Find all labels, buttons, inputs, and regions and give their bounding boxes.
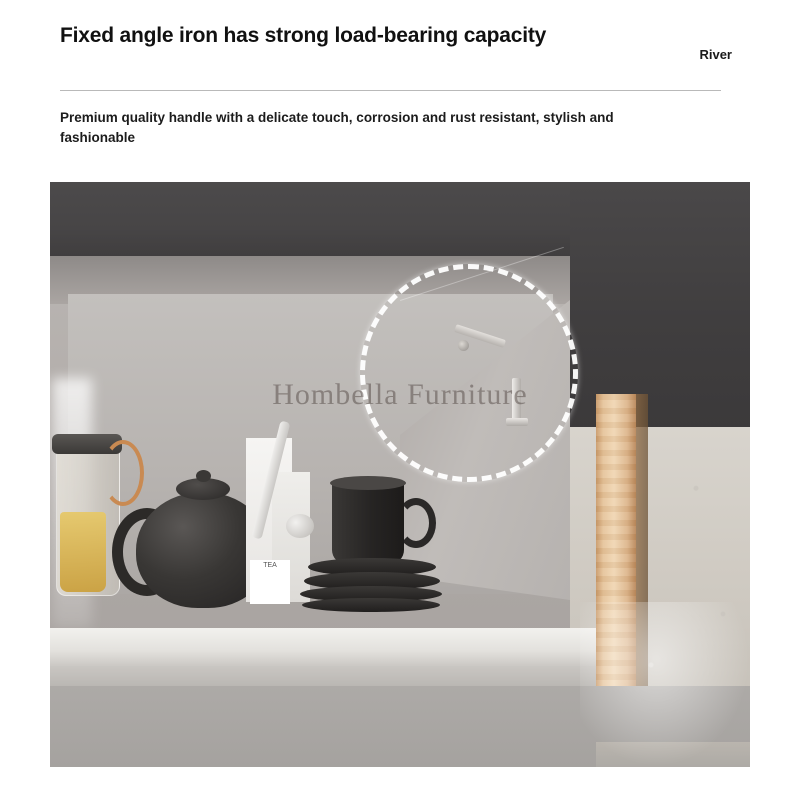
mug-body [332, 480, 404, 564]
jar-contents [60, 512, 106, 592]
subheadline: Premium quality handle with a delicate touch, corrosion and rust resistant, stylish and fashionable [60, 110, 614, 145]
light-bloom [580, 602, 750, 767]
mug-rim [330, 476, 406, 490]
header-divider [60, 90, 721, 91]
brand-label: River [699, 47, 732, 62]
tea-box-label: TEA [250, 560, 290, 604]
jar-handle [102, 440, 144, 506]
product-photo [50, 182, 750, 767]
scoop-head [286, 514, 314, 538]
watermark-text: Hombella Furniture [272, 378, 528, 411]
page-title: Fixed angle iron has strong load-bearing capacity [60, 24, 547, 47]
counter-top [50, 628, 596, 666]
teapot-knob [196, 470, 211, 482]
highlight-circle-annotation [360, 264, 578, 482]
plate-stack-item [302, 598, 440, 612]
